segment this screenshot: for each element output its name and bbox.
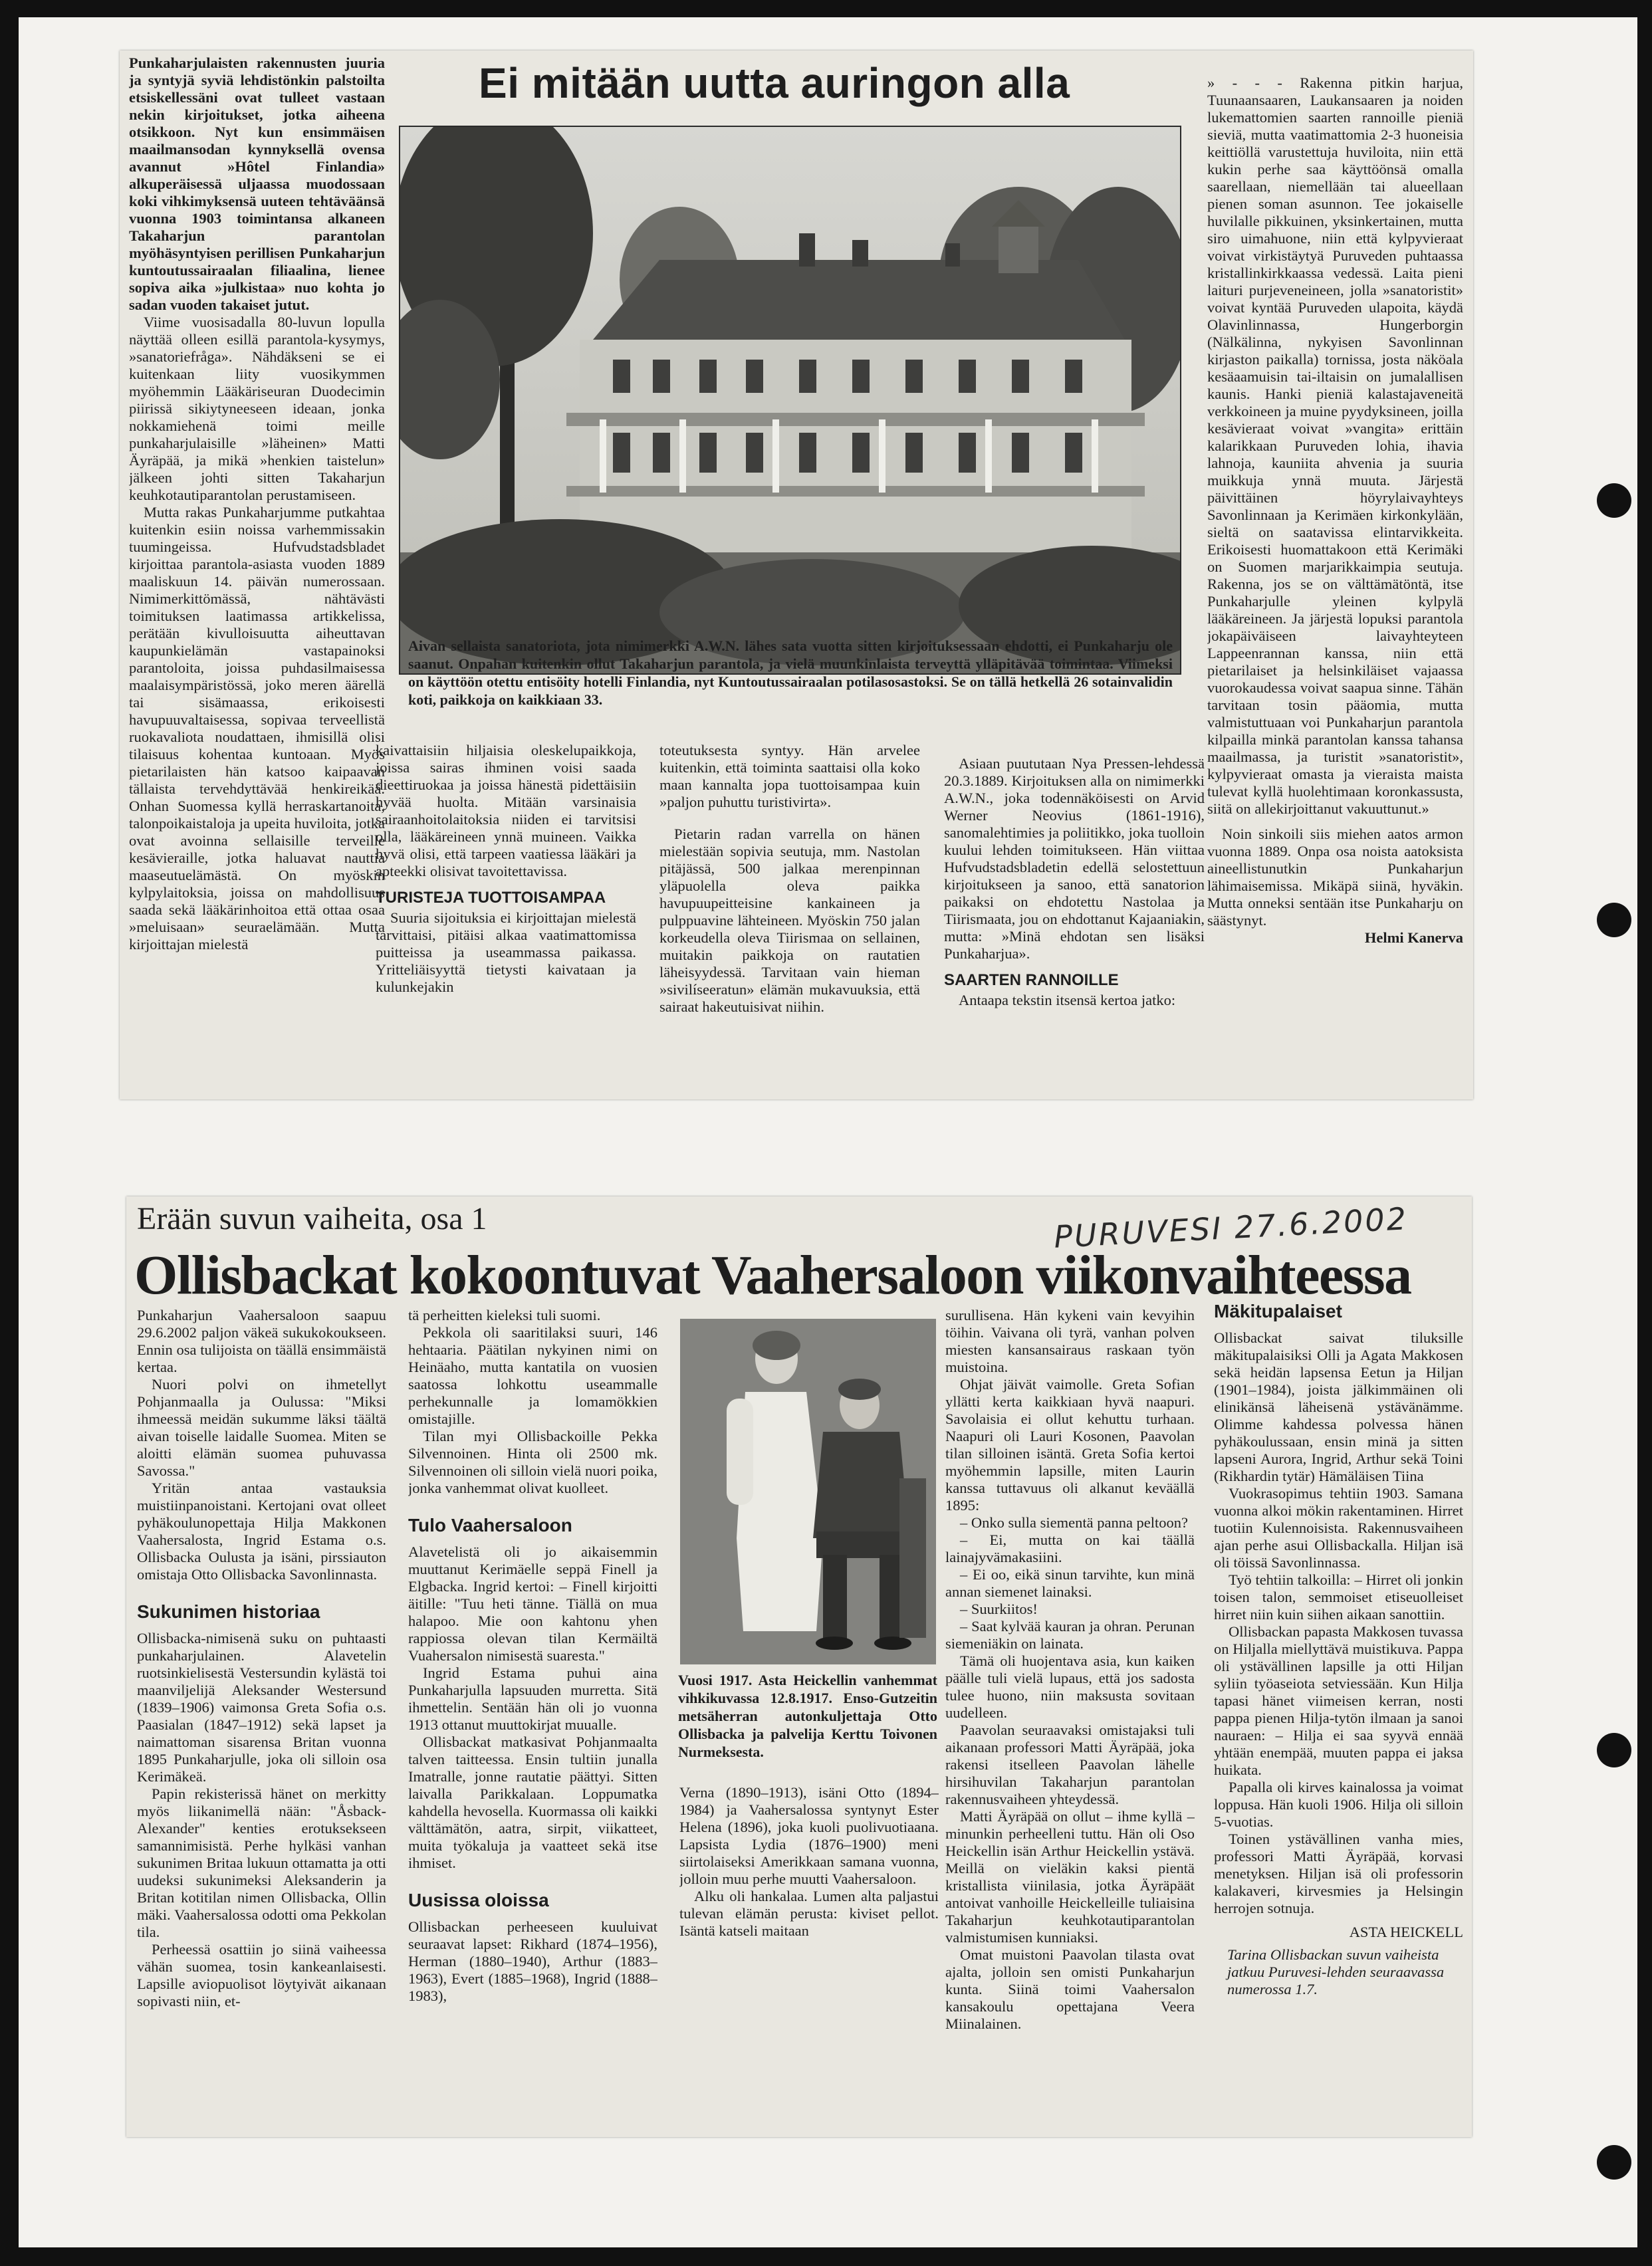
paragraph: Perheessä osattiin jo siinä vaiheessa vähän suomea, tosin kankeanlaisesti. Lapsille aviopuolisot löytyivät aikanaan sopivasti niin, et- (137, 1941, 386, 2009)
scan-border-top (0, 0, 1652, 17)
couple-illustration (680, 1319, 936, 1664)
author-signature: ASTA HEICKELL (1349, 1924, 1463, 1940)
column-3 (679, 1784, 939, 2130)
continuation-note: Tarina Ollisbackan suvun vaiheista jatkuu Puruvesi-lehden seuraavassa numerossa 1.7. (1227, 1946, 1445, 1997)
clipping-ollisbackat (126, 1196, 1472, 2137)
binder-hole (1597, 483, 1631, 518)
paragraph: kaivattaisiin hiljaisia oleskelupaikkoja, joissa sairas ihminen voisi saada dieettiruokaa ja joissa hänestä pidettäisiin hyvää huolta. Mitään varsinaisia sairaanhoitolaitoksia niiden ei tarvitsisi olla, lääkäreineen ynnä muineen. Vaikka hyvä olisi, että tarpeen vaatiessa lääkäri ja apteekki olisivat tavoitettavissa. (376, 742, 636, 879)
paragraph: Verna (1890–1913), isäni Otto (1894–1984) ja Vaahersalossa syntynyt Ester Helena (1896), joka kuoli puolivuotiaana. Lapsista Lydia (1876–1900) meni siirtolaiseksi Amerikkaan samana vuonna, jolloin muu perhe muutti Vaahersaloon. (679, 1784, 939, 1887)
scan-border-right (1637, 0, 1652, 2266)
subheading: Uusissa oloissa (408, 1890, 549, 1910)
column-1 (137, 1307, 386, 2131)
article-kicker: Erään suvun vaiheita, osa 1 (137, 1201, 487, 1236)
subheading: SAARTEN RANNOILLE (944, 971, 1119, 989)
article-title: Ei mitään uutta auringon alla (479, 59, 1070, 107)
paragraph: – Onko sulla siementä panna peltoon? (960, 1514, 1189, 1531)
binder-hole (1597, 1733, 1631, 1767)
paragraph: Matti Äyräpää on ollut – ihme kyllä – minunkin perheelleni tuttu. Hän oli Oso Heickellin isän Arthur Heickellin ystävä. Meillä on vieläkin kaksi pientä kristallista viinilasia, jotka Äyräpäät antoivat vanhoille Heickelleille tuliaisina Takaharjun keuhkotautiparantolan valmistumisen kunniaksi. (945, 1808, 1195, 1946)
paragraph: Nuori polvi on ihmetellyt Pohjanmaalla ja Oulussa: "Miksi ihmeessä meidän sukumme läksi täältä aivan toiselle laidalle Suomea. Miten se aloitti elämän suomea puhuvassa Savossa." (137, 1376, 386, 1479)
column-5 (1214, 1303, 1463, 2130)
paragraph: tä perheitten kieleksi tuli suomi. (408, 1307, 601, 1323)
column-4 (944, 755, 1205, 1091)
subheading: TURISTEJA TUOTTOISAMPAA (376, 889, 606, 907)
paragraph: Papalla oli kirves kainalossa ja voimat loppusa. Hän kuoli 1906. Hilja oli silloin 5-vuotias. (1214, 1779, 1463, 1830)
paragraph: Punkaharjun Vaahersaloon saapuu 29.6.2002 paljon väkeä sukukokoukseen. Ennin osa tulijoista on täällä ensimmäistä kertaa. (137, 1307, 386, 1375)
paragraph: – Ei, mutta on kai täällä lainajyvämakasiini. (945, 1531, 1195, 1565)
paragraph: Alavetelistä oli jo aikaisemmin muuttanut Kerimäelle seppä Finell ja Elgbacka. Ingrid kertoi: – Finell kirjoitti äitille: "Tuu heti tänne. Tiällä on mua halapoo. Mie oon kahtonu yhen rappiossa olevan tilan Kermäiltä Vuahersalon nimisestä suaresta." (408, 1543, 657, 1664)
author-signature: Helmi Kanerva (1364, 929, 1463, 946)
paragraph: toteutuksesta syntyy. Hän arvelee kuitenkin, että toiminta saattaisi olla koko maan kannalta jopa tuottoisampaa kuin »paljon puhuttu turistivirta». (659, 742, 920, 810)
paragraph: Ollisbacka-nimisenä suku on puhtaasti punkaharjulainen. Alavetelin ruotsinkielisestä Vestersundin kylästä toi maanviljelijä Aleksander Westersund (1839–1906) vaimonsa Greta Sofia o.s. Paasialan (1847–1912) sekä lapset ja naimattoman sisarensa Britan vuonna 1895 Punkaharjulle, joka oli silloin osa Kerimäkeä. (137, 1630, 386, 1785)
paragraph: Vuokrasopimus tehtiin 1903. Samana vuonna alkoi mökin rakentaminen. Hirret tuotiin Kulennoisista. Rakennusvaiheen ajan perhe asui Ollisbackalla. Hiljan isä oli töissä Savonlinnassa. (1214, 1485, 1463, 1571)
paragraph: Ingrid Estama puhui aina Punkaharjulla lapsuuden murretta. Sitä ihmettelin. Sentään hän oli jo vuonna 1913 ottanut muuttokirjat muualle. (408, 1664, 657, 1733)
clipping-ei-mitaan (120, 51, 1473, 1099)
column-3 (659, 742, 920, 1091)
paragraph: Ohjat jäivät vaimolle. Greta Sofian yllätti kerta kaikkiaan hyvä naapuri. Savolaisia ei ollut kehuttu turhaan. Naapuri oli Lauri Kosonen, Paavolan tilan silloinen isäntä. Greta Sofia kertoi myöhemmin lapsille, miten Laurin kanssa tuttavuus oli alkanut keväällä 1895: (945, 1376, 1195, 1514)
scan-border-left (0, 0, 19, 2266)
scan-border-bottom (0, 2247, 1652, 2266)
paragraph: Papin rekisterissä hänet on merkitty myös liikanimellä nään: "Åsback-Alexander" kenties erotuksekseen samannimisistä. Perhe hylkäsi vanhan sukunimen Britaa lukuun ottamatta ja otti uudeksi sukunimeksi Aleksanderin ja Britan kotitilan nimen Ollisbacka, Ollin mäki. Vaahersalossa odotti oma Pekkolan tila. (137, 1785, 386, 1940)
paragraph: Paavolan seuraavaksi omistajaksi tuli aikanaan professori Matti Äyräpää, joka rakensi itselleen Paavolan lähelle hirsihuvilan Takaharjun parantolan rakennusvaiheen yhteydessä. (945, 1722, 1195, 1807)
paragraph: Asiaan puututaan Nya Pressen-lehdessä 20.3.1889. Kirjoituksen alla on nimimerkki A.W.N., joka todennäköisesti on Arvid Werner Neovius (1861-1916), sanomalehtimies ja poliitikko, joka tuolloin kuului lehden toimitukseen. Hän viittaa Hufvudstadsbladetin edellä selostettuun kirjoitukseen ja sanoo, että sanatorion paikaksi on ehdotettu Nastolaa ja Tiirismaata, jou on ehdottanut Kajaaniakin, mutta: »Minä ehdotan sen lisäksi Punkaharjua». (944, 755, 1205, 962)
photo-caption: Aivan sellaista sanatoriota, jota nimimerkki A.W.N. lähes sata vuotta sitten kirjoituksessaan ehdotti, ei Punkaharju ole saanut. Onpahan kuitenkin ollut Takaharjun parantola, ja vielä muunkinlaista terveyttä ylläpitävää toimintaa. Viimeksi on käyttöön otettu entisöity hotelli Finlandia, nyt Kuntoutussairaalan potilasosastoksi. Se on tällä hetkellä 26 sotainvalidin koti, paikkoja on kaikkiaan 33. (408, 637, 1173, 708)
paragraph: Omat muistoni Paavolan tilasta ovat ajalta, jolloin sen omisti Punkaharjun kunta. Siinä toimi Vaahersalon kansakoulu opettajana Veera Miinalainen. (945, 1946, 1195, 2032)
column-4 (945, 1307, 1195, 2131)
paragraph: Ollisbackan papasta Makkosen tuvassa on Hiljalla miellyttävä muistikuva. Pappa oli ystävällinen lapsille ja otti Hiljan syliin työaseiota setviessään. Kun Hilja tapasi hänet viimeisen kerran, nosti pappa pienen Hilja-tytön ilmaan ja sanoi nauraen: – Hilja ei saa syyvä ennää yhtään enempää, muuten pappa ei jaksa huikata. (1214, 1623, 1463, 1778)
column-2 (376, 742, 636, 1091)
paragraph: Alku oli hankalaa. Lumen alta paljastui tulevan elämän perusta: kiviset pellot. Isäntä katseli maitaan (679, 1888, 939, 1939)
paragraph: Ollisbackan perheeseen kuuluivat seuraavat lapset: Rikhard (1874–1956), Herman (1880–1940), Arthur (1883–1963), Evert (1885–1968), Ingrid (1888–1983), (408, 1918, 657, 2004)
paragraph: » - - - Rakenna pitkin harjua, Tuunaansaaren, Laukansaaren ja noiden lukemattomien saarten rannoille pieniä sieviä, mutta vaatimattomia 2-3 huoneisia keittiöllä varustettuja huviloita, niin että kukin perhe saa käyttöönsä omalla saarellaan, niemellään tai alueellaan pienen soman asunnon. Tee jokaiselle huvilalle pikkuinen, yksinkertainen, mutta siro uimahuone, niin että kylpyvieraat voivat virkistäytyä Puruveden puhtaassa kristallinkirkkaassa vedessä. Laita pieni laituri purjeveneineen, jolla »sanatoristit» voivat kyntää Puruveden ulapoita, käydä Olavinlinnassa, Hungerborgin (Nälkälinna, nykyisen Savonlinnan kirjaston paikalla) tornissa, josta näköala kesäaamuisin tai-iltaisin on jumalallisen kaunis. Hanki pieniä kalastajaveneitä verkkoineen ja muine pyydyksineen, joilla kesävieraat voivat »vangita» erittäin kalarikkaan Puruveden lohia, ihavia lahnoja, kauniita ahvenia ja suuria muikkuja ynnä muuta. Järjestä päivittäinen höyrylaivayhteys Savonlinnaan ja Kerimäen kirkonkylään, sieltä on saatavissa elintarvikkeita. Erikoisesti huomattakoon että Kerimäki on Suomen marjarikkaimpia seutuja. Rakenna, jos se on välttämätöntä, itse Punkaharjulle yleinen kylpylä lääkäreineen. Ja järjestä lopuksi parantola jokapäiväiseen laivayhteyteen Lappeenrannan kanssa, niin että pietarilaiset ja helsinkiläiset vajaassa vuorokaudessa voivat saapua sinne. Tähän tarvitaan tosin pääomia, mutta valmistuttuaan voi Punkaharjun parantola kilpailla minkä parantolan kanssa tahansa maailmassa, ja turistit »sanatoristit», kylpyvieraat omasta ja vieraista maista tulevat kyllä huolehtimaan koronkassusta, siitä on allekirjoittanut vakuuttunut.» (1207, 74, 1463, 817)
column-2 (408, 1307, 657, 2131)
paragraph: Työ tehtiin talkoilla: – Hirret oli jonkin toisen talon, semmoiset etiseuolleiset hirret niin kuin siihen aikaan sanottiin. (1214, 1571, 1463, 1623)
paragraph: Tämä oli huojentava asia, kun kaiken päälle tuli vielä lupaus, että jos sadosta tulee huono, niin maksusta sovitaan uudelleen. (945, 1652, 1195, 1721)
handwritten-source-note: PURUVESI 27.6.2002 (1052, 1200, 1409, 1255)
paragraph: Antaapa tekstin itsensä kertoa jatko: (959, 992, 1176, 1008)
paragraph: Yritän antaa vastauksia muistiinpanoistani. Kertojani ovat olleet pyhäkoulunopettaja Hilja Makkonen Vaahersalosta, Ingrid Estama o.s. Ollisbacka Oulusta ja isäni, pirssiauton omistaja Otto Ollisbacka Savonlinnasta. (137, 1480, 386, 1583)
paragraph: Toinen ystävällinen vanha mies, professori Matti Äyräpää, korvasi menetyksen. Hiljan isä oli professorin kalakaveri, kirvesmies ja Helsingin herrojen sotnuja. (1214, 1831, 1463, 1916)
paragraph: Ollisbackat matkasivat Pohjanmaalta talven taitteessa. Ensin tultiin junalla Imatralle, jonne rautatie päättyi. Sitten laivalla Parikkalaan. Loppumatka kahdella hevosella. Kuormassa oli kaikki välttämätön, aatra, sirpit, viikatteet, muita työkaluja ja vaatteet sekä itse ihmiset. (408, 1734, 657, 1871)
wedding-photo (680, 1319, 936, 1664)
paragraph: Pekkola oli saaritilaksi suuri, 146 hehtaaria. Päätilan nykyinen nimi on Heinäaho, mutta kantatila on vuosien saatossa lohkottu useammalle perhekunnalle ja lomamökkien omistajille. (408, 1324, 657, 1427)
paragraph: Noin sinkoili siis miehen aatos armon vuonna 1889. Onpa osa noista aatoksista aineellistunutkin Punkaharjun lähimaisemissa. Mikäpä siinä, hyväkin. Mutta onneksi sentään itse Punkaharju on säästynyt. (1207, 826, 1463, 929)
paragraph: Pietarin radan varrella on hänen mielestään sopivia seutuja, mm. Nastolan pitäjässä, 500 jalkaa merenpinnan yläpuolella oleva paikka havupuupeitteisine kankaineen ja pulppuavine lähteineen. Myöskin 750 jalan korkeudella oleva Tiirismaa on sellainen, muitakin paikkoja on rautatien läheisyydessä. Tarvitaan vain hieman »sivilíseeratun» elämän mukavuuksia, että sairaat hakeutuisivat niihin. (659, 826, 920, 1015)
paragraph: Tilan myi Ollisbackoille Pekka Silvennoinen. Hinta oli 2500 mk. Silvennoinen oli silloin vielä nuori poika, jonka vanhemmat olivat kuolleet. (408, 1428, 657, 1496)
paragraph: Ollisbackat saivat tiluksille mäkitupalaisiksi Olli ja Agata Makkosen sekä heidän lapsensa Eetun ja Hiljan (1901–1984), joista jälkimmäinen oli elinikänsä läheisenä ystävänämme. Olimme kahdessa polvessa hänen pyhäkoulussaan, ensin minä ja sitten lapseni Aurora, Ingrid, Arthur sekä Toini (Rikhardin tytär) Hämäläisen Tiina (1214, 1329, 1463, 1484)
article-title: Ollisbackat kokoontuvat Vaahersaloon viikonvaihteessa (134, 1244, 1411, 1306)
paragraph: – Saat kylvää kauran ja ohran. Perunan siemeniäkin on lainata. (945, 1618, 1195, 1652)
column-5 (1207, 74, 1463, 1091)
sanatorium-photo (399, 126, 1181, 675)
building-illustration (400, 127, 1180, 673)
paragraph: – Suurkiitos! (960, 1601, 1038, 1617)
subheading: Tulo Vaahersaloon (408, 1515, 572, 1535)
paragraph: Suuria sijoituksia ei kirjoittajan mielestä tarvittaisi, pitäisi alkaa vaatimattomissa puitteissa ja useammassa paikassa. Yritteliäisyyttä tietysti kaivataan ja kulunkejakin (376, 909, 636, 995)
subheading: Mäkitupalaiset (1214, 1303, 1342, 1321)
binder-hole (1597, 2145, 1631, 2180)
subheading: Sukunimen historiaa (137, 1601, 320, 1622)
lead-paragraph: Punkaharjulaisten rakennusten juuria ja syntyjä syviä lehdistönkin palstoilta etsiskellessäni ovat tulleet vastaan nekin kirjoitukset, jotka aiheena otsikkoon. Nyt kun ensimmäisen maailmansodan kynnyksellä ovensa avannut »Hôtel Finlandia» alkuperäisessä uljaassa muodossaan koki vihkimyksensä uuteen tehtäväänsä vuonna 1903 toimintansa alkaneen Takaharjun parantolan myöhäsyntyisen perillisen Punkaharjun kuntoutussairaalan filiaalina, lienee sopiva aika »julkistaa» nuo kohta jo sadan vuoden takaiset jutut. (129, 55, 385, 313)
paragraph: Mutta rakas Punkaharjumme putkahtaa kuitenkin esiin noissa varhemmissakin tuumingeissa. Hufvudstadsbladet kirjoittaa parantola-asiasta vuoden 1889 maaliskuun 14. päivän numerossaan. Nimimerkittömässä, nähtävästi toimituksen laatimassa artikkelissa, perätään kivulloisuutta aiheuttavan kaupunkielämän vastapainoksi parantoloita, joissa puhdasilmaisessa maalaisympäristössä, joko meren äärellä tai sisämaassa, erikoisesti havupuuvaltaisessa, sopivaa terveellistä ruokavaliota noudattaen, ihmisillä olisi tilaisuus kohentaa kuntoaan. Myös pietarilaisten hän katsoo kaipaavan tällaista tervehdyttävää henkireikää. Onhan Suomessa kyllä herraskartanoita, talonpoikaistaloja ja upeita huviloita, jotka ovat avoinna sellaisille terveille kesävierаille, jotka haluavat nauttia maaseutuelämästä. On myöskin kylpylaitoksia, joissa on mahdollisuus saada sekä lääkärinhoitoa että ottaa osaa »meluisaan» seuraelämään. Mutta kirjoittajan mielestä (129, 504, 385, 953)
binder-hole (1597, 903, 1631, 937)
paragraph: Viime vuosisadalla 80-luvun lopulla näyttää olleen esillä parantola-kysymys, »sanatoriefråga». Nähdäkseni se ei kuitenkaan liity vuosikymmen myöhemmin Lääkäriseuran Duodecimin piirissä sikiytyneeseen ideaan, jonka nokkamiehenä toimi meille punkaharjulaisille »läheinen» Matti Äyräpää, ja mikä »henkien taistelun» jälkeen johti sitten Takaharjun keuhkotautiparantolan perustamiseen. (129, 314, 385, 503)
photo-caption: Vuosi 1917. Asta Heickellin vanhemmat vihkikuvassa 12.8.1917. Enso-Gutzeitin metsäherran autonkuljettaja Otto Ollisbacka ja palvelija Kerttu Toivonen Nurmeksesta. (678, 1672, 937, 1760)
paragraph: – Ei oo, eikä sinun tarvihte, kun minä annan siemenet lainaksi. (945, 1566, 1195, 1600)
column-1 (129, 55, 385, 1091)
paragraph: surullisena. Hän kykeni vain kevyihin töihin. Vaivana oli tyrä, vanhan polven miesten kansansairaus raskaan työn muistoina. (945, 1307, 1195, 1375)
